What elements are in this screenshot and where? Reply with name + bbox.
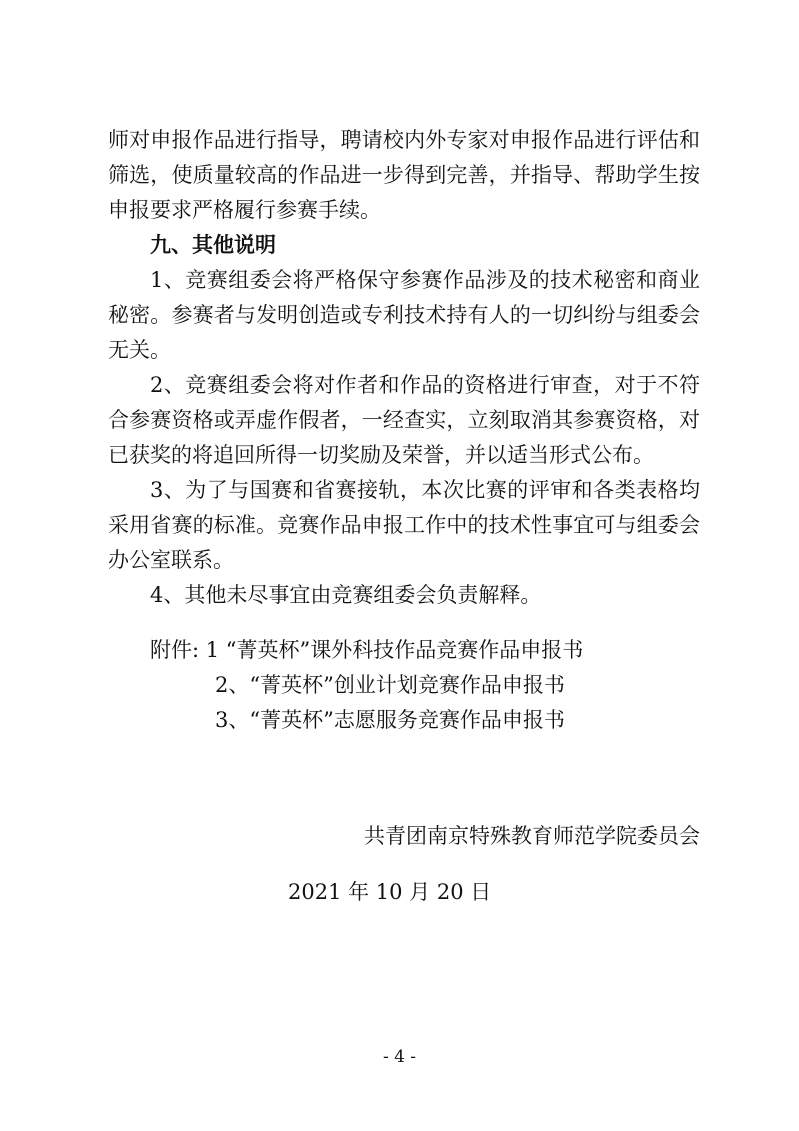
paragraph-line: 已获奖的将追回所得一切奖励及荣誉，并以适当形式公布。 [108,443,654,467]
paragraph-line: 申报要求严格履行参赛手续。 [108,198,381,222]
attachment-item: 附件: 1 “菁英杯”课外科技作品竞赛作品申报书 [150,638,584,662]
page-number: - 4 - [382,1047,417,1067]
paragraph-line: 无关。 [108,338,171,362]
paragraph-line: 秘密。参赛者与发明创造或专利技术持有人的一切纠纷与组委会 [108,303,700,327]
attachment-item: 3、“菁英杯”志愿服务竞赛作品申报书 [215,708,565,732]
paragraph-line: 师对申报作品进行指导，聘请校内外专家对申报作品进行评估和 [108,128,700,152]
paragraph-line: 采用省赛的标准。竞赛作品申报工作中的技术性事宜可与组委会 [108,513,700,537]
paragraph-line: 2、竞赛组委会将对作者和作品的资格进行审查，对于不符 [150,373,700,397]
attachment-item: 2、“菁英杯”创业计划竞赛作品申报书 [215,673,565,697]
paragraph-line: 3、为了与国赛和省赛接轨，本次比赛的评审和各类表格均 [150,478,700,502]
paragraph-line: 合参赛资格或弄虚作假者，一经查实，立刻取消其参赛资格，对 [108,408,700,432]
signature-organization: 共青团南京特殊教育师范学院委员会 [364,824,700,848]
paragraph-line: 1、竞赛组委会将严格保守参赛作品涉及的技术秘密和商业 [150,268,700,292]
paragraph-line: 筛选，使质量较高的作品进一步得到完善，并指导、帮助学生按 [108,163,700,187]
paragraph-line: 4、其他未尽事宜由竞赛组委会负责解释。 [150,583,542,607]
paragraph-line: 办公室联系。 [108,548,234,572]
signature-date: 2021 年 10 月 20 日 [288,880,492,904]
section-heading: 九、其他说明 [150,233,276,257]
